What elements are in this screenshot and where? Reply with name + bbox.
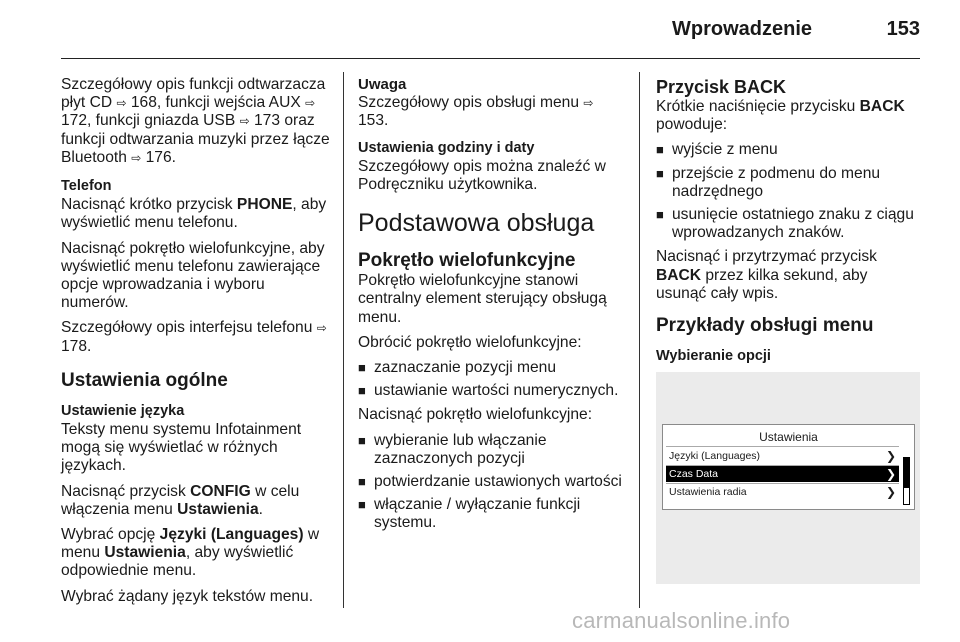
reference-arrow-icon: ⇨ (316, 321, 327, 336)
list-item: ■ ustawianie wartości numerycznych. (358, 382, 626, 400)
media-references-paragraph: Szczegółowy opis funkcji odtwarzacza płyt CD ⇨ 168, funkcji wejścia AUX ⇨ 172, funkcji gniazda USB ⇨ 173 oraz funkcji odtwarzania muzyki przez łącze Bluetooth ⇨ 176. (61, 76, 330, 166)
back-hold-text: Nacisnąć i przytrzymać przycisk BACK przez kilka sekund, aby usunąć cały wpis. (656, 248, 877, 302)
column-divider-right (639, 72, 640, 608)
settings-menu-frame (662, 424, 915, 510)
obrocic-text: Obrócić pokrętło wielofunkcyjne: (358, 333, 582, 351)
telefon-paragraph-2: Nacisnąć pokrętło wielofunkcyjne, aby wyświetlić menu telefonu zawierające opcje wprowadzania i wyboru numerów. (61, 239, 325, 312)
telefon-heading: Telefon (61, 178, 112, 195)
list-item: ■ zaznaczanie pozycji menu (358, 359, 626, 377)
back-heading: Przycisk BACK (656, 77, 787, 97)
uwaga-text: Szczegółowy opis obsługi menu ⇨ 153. (358, 94, 594, 130)
reference-arrow-icon: ⇨ (239, 114, 250, 129)
column-divider-left (343, 72, 344, 608)
ustawienie-jezyka-heading: Ustawienie języka (61, 402, 185, 419)
menu-row-radio-settings[interactable] (666, 484, 899, 500)
reference-arrow-icon: ⇨ (131, 150, 142, 165)
menu-divider (666, 446, 899, 447)
chevron-right-icon: ❯ (885, 467, 896, 481)
column-2 (358, 76, 626, 539)
menu-scrollbar-thumb[interactable] (904, 458, 909, 488)
reference-arrow-icon: ⇨ (305, 96, 316, 111)
column-3 (656, 76, 922, 366)
telefon-paragraph-1: Nacisnąć krótko przycisk PHONE, aby wyświetlić menu telefonu. (61, 196, 327, 232)
back-list (656, 141, 922, 242)
watermark: carmanualsonline.info (572, 608, 791, 633)
godzina-data-text: Szczegółowy opis można znaleźć w Podręczniku użytkownika. (358, 157, 606, 194)
reference-arrow-icon: ⇨ (116, 96, 127, 111)
reference-arrow-icon: ⇨ (583, 96, 594, 111)
jezyk-paragraph-1: Teksty menu systemu Infotainment mogą się wyświetlać w różnych językach. (61, 421, 302, 475)
menu-row-label: Czas Data (669, 468, 719, 480)
settings-screen-illustration (656, 372, 920, 584)
menu-row-time-date[interactable] (666, 466, 899, 482)
header-rule (61, 58, 920, 59)
wybieranie-opcji-heading: Wybieranie opcji (656, 348, 771, 365)
jezyk-paragraph-3: Wybrać opcję Języki (Languages) w menu Ustawienia, aby wyświetlić odpowiednie menu. (61, 526, 320, 580)
column-1 (61, 76, 331, 613)
chevron-right-icon: ❯ (885, 485, 896, 499)
menu-row-label: Języki (Languages) (669, 450, 761, 462)
pokretlo-text: Pokrętło wielofunkcyjne stanowi centralny element sterujący obsługą menu. (358, 272, 607, 326)
list-item: ■ przejście z podmenu do menu nadrzędnego (656, 165, 922, 201)
uwaga-heading: Uwaga (358, 76, 407, 93)
settings-menu-title: Ustawienia (759, 430, 818, 444)
podstawowa-obsluga-heading: Podstawowa obsługa (358, 209, 595, 238)
nacisnac-list (358, 432, 626, 533)
chevron-right-icon: ❯ (885, 449, 896, 463)
list-item: ■ potwierdzanie ustawionych wartości (358, 473, 626, 491)
menu-row-languages[interactable] (666, 448, 899, 464)
list-item: ■ wybieranie lub włączanie zaznaczonych pozycji (358, 432, 626, 468)
telefon-paragraph-3: Szczegółowy opis interfejsu telefonu ⇨ 178. (61, 319, 327, 355)
back-text: Krótkie naciśnięcie przycisku BACK powoduje: (656, 98, 905, 134)
pokretlo-heading: Pokrętło wielofunkcyjne (358, 250, 576, 272)
ustawienia-ogolne-heading: Ustawienia ogólne (61, 369, 228, 391)
list-item: ■ włączanie / wyłączanie funkcji systemu. (358, 496, 626, 532)
menu-scrollbar[interactable] (903, 457, 910, 505)
menu-row-label: Ustawienia radia (669, 486, 747, 498)
list-item: ■ wyjście z menu (656, 141, 922, 159)
jezyk-paragraph-2: Nacisnąć przycisk CONFIG w celu włączenia menu Ustawienia. (61, 482, 300, 518)
obrocic-list (358, 359, 626, 400)
nacisnac-text: Nacisnąć pokrętło wielofunkcyjne: (358, 406, 593, 424)
godzina-data-heading: Ustawienia godziny i daty (358, 139, 535, 156)
page-header-title: Wprowadzenie (672, 18, 813, 40)
list-item: ■ usunięcie ostatniego znaku z ciągu wprowadzanych znaków. (656, 206, 922, 242)
page-number: 153 (886, 18, 920, 40)
jezyk-paragraph-4: Wybrać żądany język tekstów menu. (61, 587, 314, 605)
przyklady-heading: Przykłady obsługi menu (656, 315, 874, 337)
